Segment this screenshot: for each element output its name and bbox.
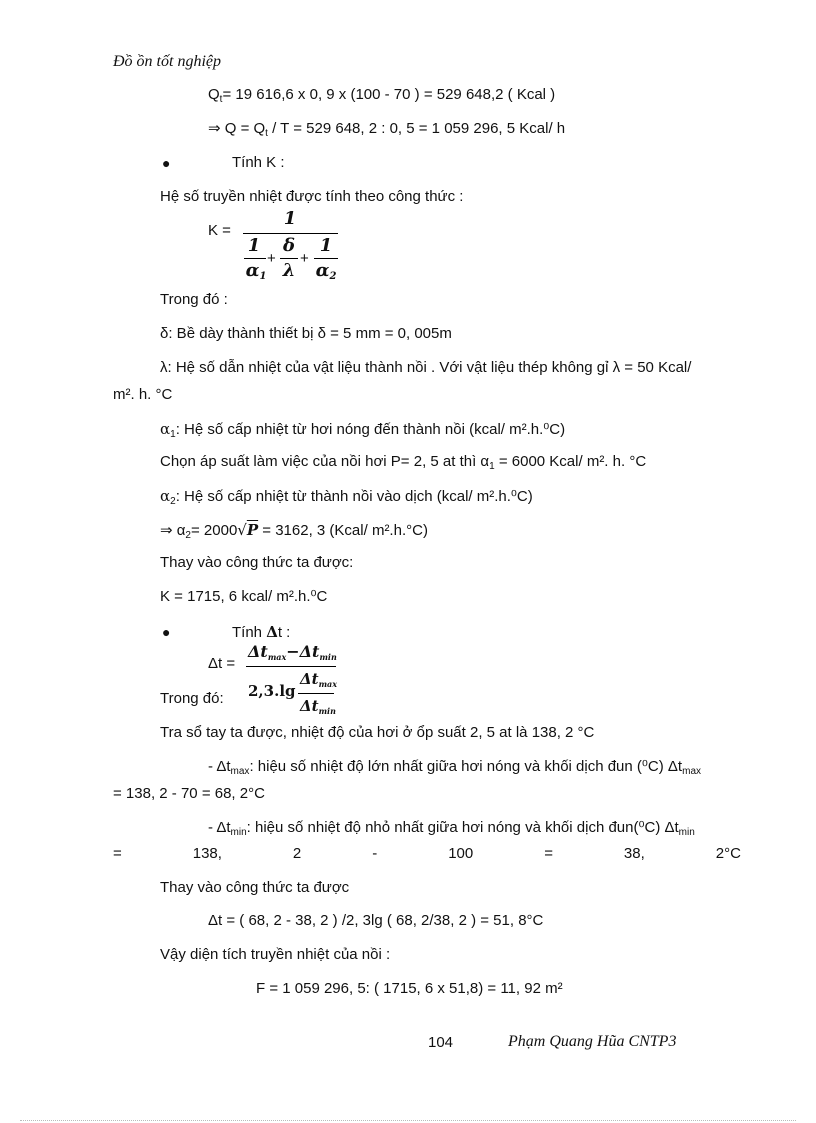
tinh-dt-rest: t :: [277, 624, 291, 641]
dtmin-text: : hiệu số nhiệt độ nhỏ nhất giữa hơi nóng và khối dịch đun(⁰C) Δt: [246, 819, 679, 836]
term1-den: [244, 260, 268, 281]
dtmin-part: 2°C: [715, 845, 741, 862]
alpha1-definition: [160, 420, 565, 439]
term2-bar: [280, 258, 298, 259]
dtmin-part: 138,: [192, 845, 222, 862]
q-line: [208, 120, 565, 138]
k-result: K = 1715, 6 kcal/ m².h.⁰C: [160, 588, 328, 605]
alpha2-text: : Hệ số cấp nhiệt từ thành nồi vào dịch (kcal/ m².h.⁰C): [175, 488, 533, 505]
k-numerator: 1: [283, 208, 297, 229]
alpha-symbol: α: [160, 487, 171, 505]
tra-so-line: Tra sổ tay ta được, nhiệt độ của hơi ở ổp suất 2, 5 at là 138, 2 °C: [160, 724, 595, 741]
dtmin-part: =: [544, 845, 553, 862]
max-sub: max: [318, 679, 337, 689]
dtmin-value: [113, 845, 741, 862]
dtmin-part: 2: [292, 845, 302, 862]
dt-symbol: Δt: [300, 670, 319, 688]
k-label: K =: [208, 222, 231, 239]
alpha2-definition: [160, 487, 533, 506]
trong-do-2: Trong đó:: [160, 690, 224, 707]
term3-den: [313, 260, 339, 281]
page-number: 104: [428, 1034, 454, 1051]
term3-num: 1: [319, 235, 333, 256]
qt-sub: t: [219, 94, 223, 105]
dt-numerator: [248, 643, 337, 661]
vay-line: Vậy diện tích truyền nhiệt của nồi :: [160, 946, 391, 963]
f-calc: F = 1 059 296, 5: ( 1715, 6 x 51,8) = 11, 92 m²: [256, 980, 563, 997]
he-so-line: Hệ số truyền nhiệt được tính theo công thức :: [160, 188, 464, 205]
dtmin-part: 38,: [623, 845, 645, 862]
qt-line: $Q_t= 19$ 616,6 x 0, 9 x (100 - 70 ) = 529 648,2 ( Kcal ): [208, 86, 556, 105]
dt-ratio-bar: [298, 693, 334, 694]
alpha2-calc-pre: ⇒ α: [160, 522, 186, 539]
alpha-symbol: α: [160, 420, 171, 438]
bullet-icon: ●: [162, 155, 171, 171]
lambda-definition-cont: m². h. °C: [113, 386, 173, 403]
q-rest: / T = 529 648, 2 : 0, 5 = 1 059 296, 5 Kcal/ h: [267, 120, 566, 137]
tinh-dt: [232, 623, 290, 642]
sqrt-icon: √: [237, 521, 247, 539]
trong-do-1: Trong đó :: [160, 291, 228, 308]
alpha2-calc: [160, 521, 428, 540]
term2-num: δ: [282, 235, 295, 256]
lg-coefficient: 2,3.lg: [248, 682, 296, 700]
lambda-definition: λ: Hệ số dẫn nhiệt của vật liệu thành nồi . Với vật liệu thép không gỉ λ = 50 Kcal/: [160, 359, 692, 376]
dt-calc: Δt = ( 68, 2 - 38, 2 ) /2, 3lg ( 68, 2/38, 2 ) = 51, 8°C: [208, 912, 544, 929]
dt-symbol: Δt: [299, 642, 320, 661]
dtmin-part: =: [113, 845, 122, 862]
dtmax-definition: - $\Delta t_{max}$: hiệu số nhiệt độ lớn nhất giữa hơi nóng và khối dịch đun (⁰C) $\Delta t_{max}$: [208, 758, 702, 777]
dt-fraction-bar: [246, 666, 336, 667]
q-text: ⇒ Q = Q: [208, 120, 266, 137]
page-bottom-divider: [20, 1120, 796, 1121]
dtmin-part: 100: [448, 845, 474, 862]
alpha-sub-2: 2: [185, 530, 191, 541]
dt-symbol: Δt: [300, 697, 319, 715]
dt-symbol: Δt: [248, 642, 268, 661]
tinh-k: Tính K :: [232, 154, 285, 171]
dtmin-definition: - $\Delta t_{min}$: hiệu số nhiệt độ nhỏ nhất giữa hơi nóng và khối dịch đun(⁰C) $\Delta t_{min}$: [208, 819, 695, 838]
q-sub: t: [265, 128, 268, 139]
chon-ap-text: Chọn áp suất làm việc của nồi hơi P= 2, 5 at thì α: [160, 453, 490, 470]
dt-min-den: [300, 697, 336, 715]
term1-bar: [244, 258, 266, 259]
max-sub: max: [230, 766, 250, 777]
min-sub: min: [318, 706, 336, 716]
alpha-symbol: α: [315, 260, 330, 281]
alpha-sub-1: 1: [489, 461, 495, 472]
alpha1-text: : Hệ số cấp nhiệt từ hơi nóng đến thành nồi (kcal/ m².h.⁰C): [175, 421, 566, 438]
minus: −: [286, 642, 300, 661]
dtmax-value: = 138, 2 - 70 = 68, 2°C: [113, 785, 265, 802]
alpha-sub-2: 2: [329, 271, 337, 282]
thay-vao-2: Thay vào công thức ta được: [160, 879, 350, 896]
alpha2-calc-rest: = 3162, 3 (Kcal/ m².h.°C): [258, 522, 428, 539]
alpha-symbol: α: [245, 260, 260, 281]
delta-definition: δ: Bề dày thành thiết bị δ = 5 mm = 0, 005m: [160, 325, 452, 342]
min-sub: min: [678, 827, 695, 838]
term2-den: λ: [282, 260, 296, 281]
p-symbol: P: [246, 521, 259, 539]
thay-vao-1: Thay vào công thức ta được:: [160, 554, 354, 571]
alpha2-calc-mid: = 2000: [190, 522, 238, 539]
dt-label: Δt =: [208, 655, 236, 672]
max-sub: max: [267, 652, 287, 662]
dtmin-part: -: [372, 845, 378, 862]
dt-max-num: [300, 670, 337, 688]
alpha-sub-1: 1: [170, 429, 176, 440]
chon-ap-rest: = 6000 Kcal/ m². h. °C: [494, 453, 647, 470]
qt-text: = 19 616,6 x 0, 9 x (100 - 70 ) = 529 648,2 ( Kcal ): [222, 86, 556, 103]
bullet-icon: ●: [162, 624, 171, 640]
dtmax-text: : hiệu số nhiệt độ lớn nhất giữa hơi nóng và khối dịch đun (⁰C) Δt: [249, 758, 683, 775]
delta-cap-symbol: Δ: [266, 623, 278, 641]
alpha-sub-2: 2: [170, 496, 176, 507]
k-fraction-bar: [243, 233, 338, 234]
header-title: Đồ ồn tốt nghiệp: [113, 53, 221, 70]
chon-ap-line: [160, 453, 646, 471]
term3-bar: [314, 258, 338, 259]
footer-author: Phạm Quang Hũa CNTP3: [508, 1033, 677, 1050]
tinh-dt-text: Tính: [232, 624, 267, 641]
plus-2: +: [300, 250, 309, 267]
term1-num: 1: [247, 235, 261, 256]
min-sub: min: [230, 827, 247, 838]
plus-1: +: [267, 250, 276, 267]
max-sub: max: [682, 766, 702, 777]
alpha-sub-1: 1: [259, 271, 267, 282]
min-sub: min: [319, 652, 337, 662]
